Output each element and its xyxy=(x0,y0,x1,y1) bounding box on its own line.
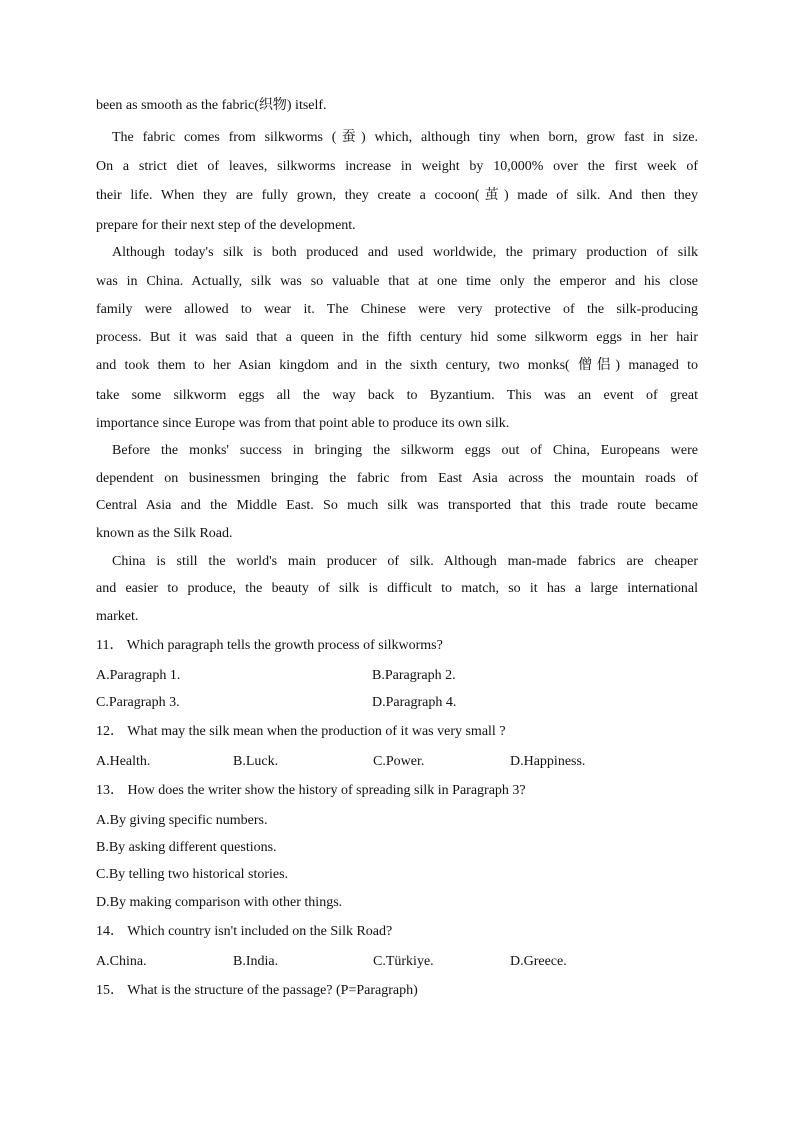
passage-line: China is still the world's main producer of silk. Although man-made fabrics are cheaper xyxy=(112,554,698,569)
passage-line: family were allowed to wear it. The Chinese were very protective of the silk-producing xyxy=(96,302,698,317)
answer-option[interactable]: B.By asking different questions. xyxy=(96,840,277,855)
answer-option[interactable]: D.Greece. xyxy=(510,954,567,969)
passage-line: market. xyxy=(96,609,139,624)
passage-line: prepare for their next step of the development. xyxy=(96,218,356,233)
answer-option[interactable]: B.Paragraph 2. xyxy=(372,668,456,683)
answer-option[interactable]: A.China. xyxy=(96,954,147,969)
passage-line: On a strict diet of leaves, silkworms increase in weight by 10,000% over the first week of xyxy=(96,159,698,174)
answer-option[interactable]: D.Paragraph 4. xyxy=(372,695,457,710)
answer-option[interactable]: B.India. xyxy=(233,954,279,969)
answer-option[interactable]: D.Happiness. xyxy=(510,754,586,769)
passage-line: dependent on businessmen bringing the fabric from East Asia across the mountain roads of xyxy=(96,471,698,486)
passage-line: Although today's silk is both produced and used worldwide, the primary production of silk xyxy=(112,245,698,260)
question-stem-11: 11． Which paragraph tells the growth process of silkworms? xyxy=(96,638,443,653)
answer-option[interactable]: C.By telling two historical stories. xyxy=(96,867,289,882)
passage-line: take some silkworm eggs all the way back to Byzantium. This was an event of great xyxy=(96,388,698,403)
passage-line: and easier to produce, the beauty of silk is difficult to match, so it has a large international xyxy=(96,581,698,596)
passage-line: and took them to her Asian kingdom and in the sixth century, two monks( 僧侣) managed to xyxy=(96,358,698,373)
answer-option[interactable]: D.By making comparison with other things. xyxy=(96,895,343,910)
answer-option[interactable]: A.Health. xyxy=(96,754,151,769)
question-stem-12: 12． What may the silk mean when the production of it was very small ? xyxy=(96,724,506,739)
question-stem-13: 13． How does the writer show the history of spreading silk in Paragraph 3? xyxy=(96,783,526,798)
passage-line: process. But it was said that a queen in the fifth century hid some silkworm eggs in her hair xyxy=(96,330,698,345)
answer-option[interactable]: C.Türkiye. xyxy=(373,954,434,969)
question-stem-14: 14． Which country isn't included on the Silk Road? xyxy=(96,924,393,939)
passage-line: The fabric comes from silkworms (蚕) which, although tiny when born, grow fast in size. xyxy=(112,130,698,145)
answer-option[interactable]: A.By giving specific numbers. xyxy=(96,813,268,828)
passage-line: was in China. Actually, silk was so valuable that at one time only the emperor and his close xyxy=(96,274,698,289)
passage-line: known as the Silk Road. xyxy=(96,526,233,541)
answer-option[interactable]: C.Paragraph 3. xyxy=(96,695,180,710)
answer-option[interactable]: B.Luck. xyxy=(233,754,279,769)
answer-option[interactable]: C.Power. xyxy=(373,754,425,769)
passage-line: Central Asia and the Middle East. So much silk was transported that this trade route became xyxy=(96,498,698,513)
answer-option[interactable]: A.Paragraph 1. xyxy=(96,668,181,683)
passage-line: been as smooth as the fabric(织物) itself. xyxy=(96,98,327,113)
passage-line: Before the monks' success in bringing the silkworm eggs out of China, Europeans were xyxy=(112,443,698,458)
question-stem-15: 15． What is the structure of the passage? (P=Paragraph) xyxy=(96,983,418,998)
passage-line: importance since Europe was from that point able to produce its own silk. xyxy=(96,416,510,431)
passage-line: their life. When they are fully grown, they create a cocoon(茧) made of silk. And then they xyxy=(96,188,698,203)
